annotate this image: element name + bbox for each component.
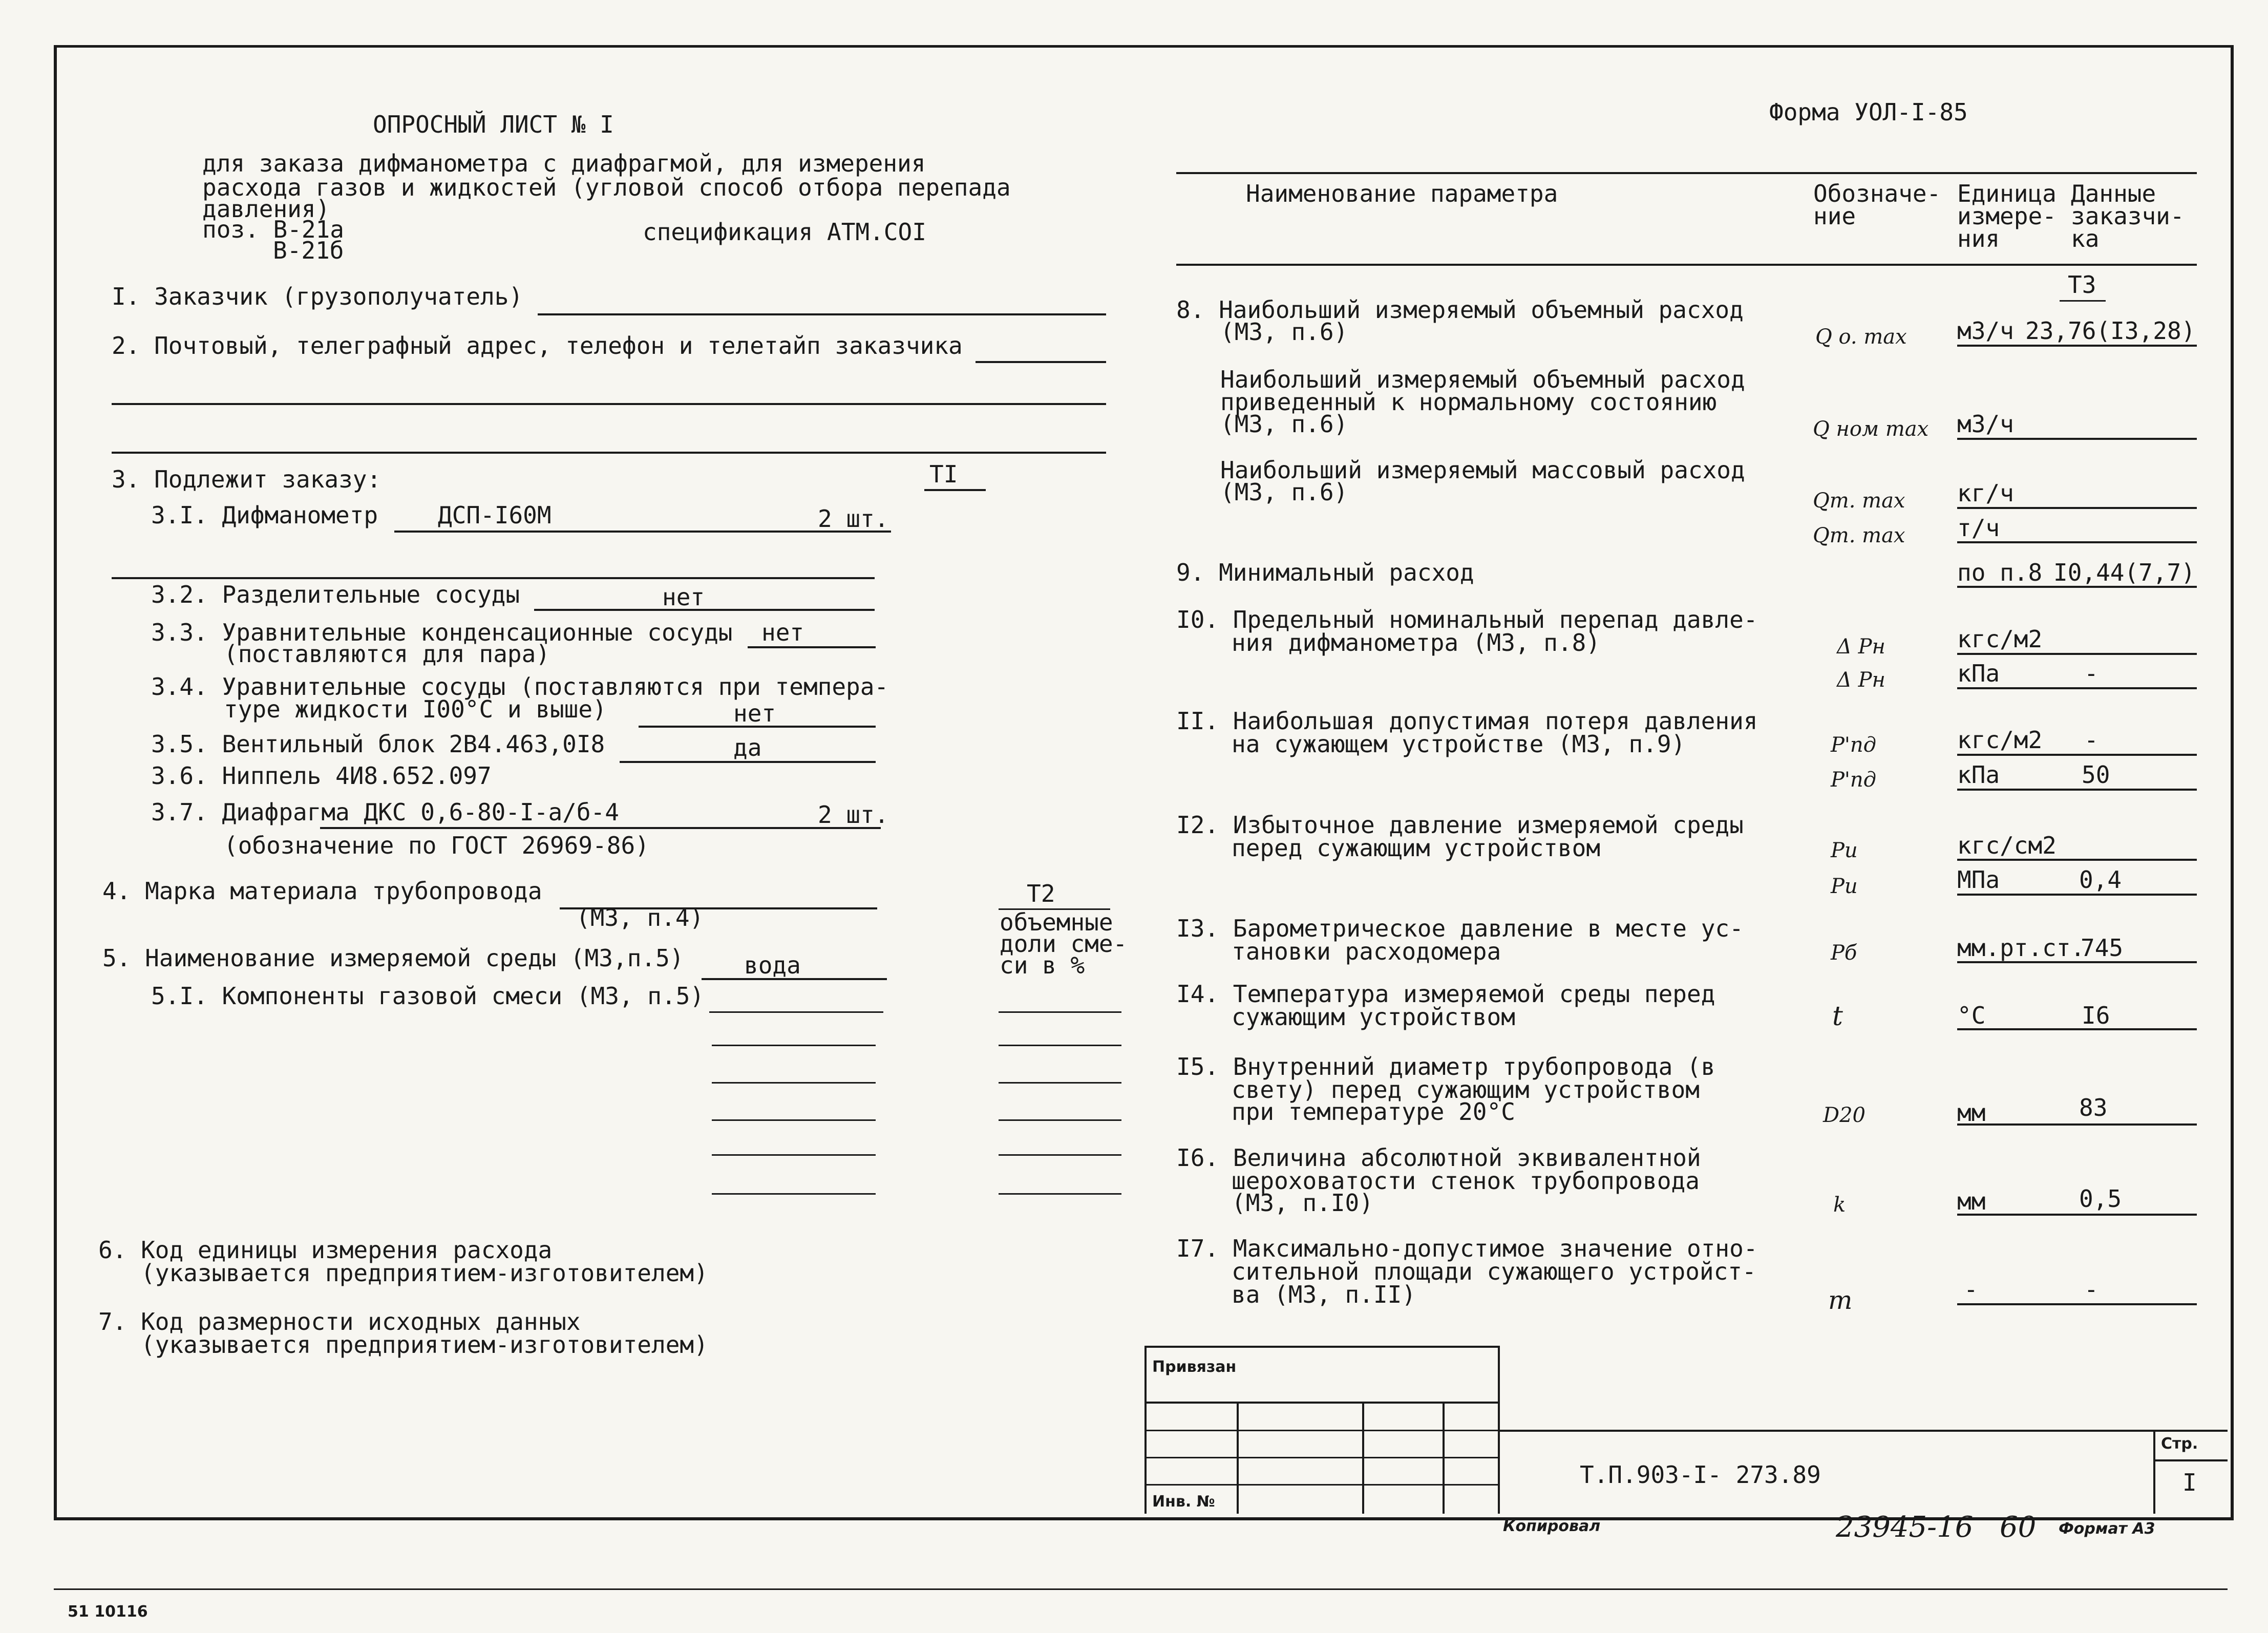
row-12-unit-1: кгс/см2 <box>1957 832 2057 859</box>
customer-field-line <box>538 313 1106 315</box>
position-line-1: поз. B-21a <box>202 216 344 243</box>
specification: спецификация АТМ.COI <box>643 218 926 246</box>
tag-t1: TI <box>929 460 958 488</box>
row-12-line-1: I2. Избыточное давление измеряемой среды <box>1176 811 1744 839</box>
stamp-col-line-2 <box>1362 1402 1364 1514</box>
stamp-row-line-1 <box>1144 1402 1499 1404</box>
t1-underline <box>924 489 986 491</box>
item-5-1-label: 5.I. Компоненты газовой смеси (МЗ, п.5) <box>151 982 705 1010</box>
item-3-5-value: да <box>733 734 762 761</box>
item-3-2-line <box>534 609 875 611</box>
row-14-line-1: I4. Температура измеряемой среды перед <box>1176 980 1715 1008</box>
row-8-line-2: (МЗ, п.6) <box>1220 318 1348 346</box>
row-8c-unit-2: т/ч <box>1957 514 2000 542</box>
row-15-line-3: при температуре 20°C <box>1232 1098 1515 1126</box>
row-9-value: I0,44(7,7) <box>2053 559 2195 586</box>
item-3-1-line <box>394 531 891 533</box>
table-header-bottom-line <box>1176 264 2197 266</box>
item-6-line-2: (указывается предприятием-изготовителем) <box>141 1259 708 1287</box>
page-label: Стр. <box>2161 1435 2198 1453</box>
mix-share-line-6 <box>999 1193 1121 1195</box>
row-16-line-3: (МЗ, п.I0) <box>1232 1189 1373 1217</box>
t2-note-2: доли сме- <box>1000 930 1128 958</box>
document-code: Т.П.903-I- 273.89 <box>1580 1461 1821 1489</box>
row-11-line-1 <box>1957 754 2197 756</box>
form-title: ОПРОСНЫЙ ЛИСТ № I <box>373 111 614 138</box>
stamp-col-line-3 <box>1443 1402 1445 1514</box>
mix-share-line-5 <box>999 1154 1121 1156</box>
footer-line <box>54 1588 2228 1590</box>
row-16-value: 0,5 <box>2079 1185 2122 1213</box>
row-15-line <box>1957 1123 2197 1126</box>
item-3-3-line <box>748 646 876 648</box>
item-3-7-note: (обозначение по ГОСТ 26969-86) <box>224 832 649 859</box>
page-box-divider <box>2153 1459 2228 1461</box>
row-13-unit: мм.рт.ст. <box>1957 934 2085 962</box>
item-3-6: 3.6. Ниппель 4И8.652.097 <box>151 762 492 790</box>
item-3-3-note: (поставляются для пара) <box>224 640 550 668</box>
column-header-unit-2: измере- <box>1957 202 2057 230</box>
row-10-line-1 <box>1957 653 2197 655</box>
row-15-unit: мм <box>1957 1099 1986 1127</box>
row-9-line <box>1957 586 2197 588</box>
row-13-line <box>1957 961 2197 963</box>
row-13-line-1: I3. Барометрическое давление в месте ус- <box>1176 915 1744 942</box>
item-3-2-label: 3.2. Разделительные сосуды <box>151 581 520 608</box>
sheet-number: 60 <box>2000 1511 2037 1544</box>
kopiroval-label: Копировал <box>1503 1517 1601 1535</box>
item-3-3-label: 3.3. Уравнительные конденсационные сосуды <box>151 619 733 646</box>
row-8b-unit: м3/ч <box>1957 410 2014 438</box>
row-8c-line-1 <box>1957 507 2197 509</box>
item-3-order: 3. Подлежит заказу: <box>112 465 381 493</box>
mix-share-line-2 <box>999 1045 1121 1046</box>
subtitle-line-1: для заказа дифманометра с диафрагмой, для измерения <box>202 150 926 177</box>
row-17-unit: - <box>1964 1276 1978 1303</box>
item-3-3-value: нет <box>761 619 804 646</box>
handwritten-number: 23945-16 <box>1836 1511 1974 1544</box>
mix-line-2 <box>712 1045 876 1046</box>
mix-line-4 <box>712 1119 876 1121</box>
column-header-data-1: Данные <box>2071 180 2156 207</box>
item-3-4-line <box>639 726 876 728</box>
row-15-line-2: свету) перед сужающим устройством <box>1232 1076 1700 1104</box>
row-8b-line <box>1957 438 2197 440</box>
item-3-5-line <box>620 761 876 763</box>
row-15-symbol: D20 <box>1823 1104 1866 1127</box>
t2-note-1: объемные <box>1000 908 1113 936</box>
item-3-4-value: нет <box>733 699 776 727</box>
item-6-line-1: 6. Код единицы измерения расхода <box>98 1236 553 1264</box>
item-3-1-extra-line <box>112 577 875 579</box>
stamp-row-line-3 <box>1144 1457 1499 1458</box>
row-16-line <box>1957 1214 2197 1216</box>
row-14-unit: °C <box>1957 1002 1986 1029</box>
mix-line-5 <box>712 1154 876 1156</box>
stamp-top-border <box>1144 1346 1499 1348</box>
row-10-symbol-2: Δ Pн <box>1837 668 1885 692</box>
row-11-line-2 <box>1957 789 2197 791</box>
row-8c-symbol-2: Qm. max <box>1813 524 1905 547</box>
column-header-unit-3: ния <box>1957 225 2000 252</box>
table-top-line <box>1176 172 2197 174</box>
row-17-line-2: сительной площади сужающего устройст- <box>1232 1258 1756 1285</box>
column-header-unit-1: Единица <box>1957 180 2057 207</box>
tag-t2: T2 <box>1027 880 1055 907</box>
row-9-unit: по п.8 <box>1957 559 2043 586</box>
row-11-value-1: - <box>2084 726 2099 754</box>
footer-code: 51 10116 <box>68 1603 148 1621</box>
row-11-unit-1: кгс/м2 <box>1957 726 2043 754</box>
page-number: I <box>2182 1469 2197 1496</box>
row-15-line-1: I5. Внутренний диаметр трубопровода (в <box>1176 1053 1715 1080</box>
row-17-line <box>1957 1303 2197 1305</box>
form-code: Форма УОЛ-I-85 <box>1769 98 1968 126</box>
item-3-7-qty: 2 шт. <box>818 801 889 829</box>
row-11-unit-2: кПа <box>1957 761 2000 789</box>
row-8-line-1: 8. Наибольший измеряемый объемный расход <box>1176 296 1744 324</box>
row-12-symbol-1: Pи <box>1831 839 1858 862</box>
row-10-unit-2: кПа <box>1957 660 2000 687</box>
item-7-line-1: 7. Код размерности исходных данных <box>98 1308 581 1335</box>
stamp-inv-number: Инв. № <box>1152 1493 1215 1511</box>
column-header-data-3: ка <box>2071 225 2100 252</box>
row-11-line-2: на сужающем устройстве (МЗ, п.9) <box>1232 730 1686 758</box>
row-10-line-1: I0. Предельный номинальный перепад давле- <box>1176 606 1758 633</box>
row-8b-line-1: Наибольший измеряемый объемный расход <box>1220 366 1745 393</box>
row-8b-line-2: приведенный к нормальному состоянию <box>1220 388 1717 416</box>
row-14-line <box>1957 1028 2197 1030</box>
address-field-line-1 <box>976 361 1106 363</box>
column-header-data-2: заказчи- <box>2071 202 2185 230</box>
row-12-unit-2: МПа <box>1957 866 2000 894</box>
item-3-5-label: 3.5. Вентильный блок 2В4.463,0I8 <box>151 730 605 758</box>
t3-underline <box>2060 300 2106 302</box>
item-4-note: (МЗ, п.4) <box>576 904 704 931</box>
row-10-unit-1: кгс/м2 <box>1957 625 2043 653</box>
row-11-symbol-2: P'пд <box>1831 768 1877 792</box>
address-field-line-2 <box>112 403 1106 405</box>
row-8b-line-3: (МЗ, п.6) <box>1220 410 1348 438</box>
item-3-4-line-2: туре жидкости I00°C и выше) <box>224 695 607 723</box>
item-3-1-label: 3.I. Дифманометр <box>151 501 378 529</box>
t2-note-3: си в % <box>1000 951 1085 979</box>
item-3-1-qty: 2 шт. <box>818 505 889 533</box>
item-4-label: 4. Марка материала трубопровода <box>102 877 542 905</box>
row-14-line-2: сужающим устройством <box>1232 1003 1515 1031</box>
row-11-symbol-1: P'пд <box>1831 733 1877 757</box>
row-15-value: 83 <box>2079 1094 2108 1121</box>
row-17-line-1: I7. Максимально-допустимое значение отно- <box>1176 1235 1758 1262</box>
page-box-border <box>2153 1430 2155 1514</box>
row-10-symbol-1: Δ Pн <box>1837 635 1885 659</box>
column-header-symbol-1: Обозначе- <box>1813 180 1941 207</box>
mix-share-line-4 <box>999 1119 1121 1121</box>
mix-line-1 <box>709 1011 883 1013</box>
row-11-value-2: 50 <box>2082 761 2110 789</box>
stamp-privyazan: Привязан <box>1152 1358 1237 1376</box>
item-2-address: 2. Почтовый, телеграфный адрес, телефон и телетайп заказчика <box>112 332 963 359</box>
row-8-symbol: Q o. max <box>1815 325 1907 349</box>
row-12-value-2: 0,4 <box>2079 866 2122 894</box>
row-12-symbol-2: Pи <box>1831 875 1858 898</box>
mix-line-6 <box>712 1193 876 1195</box>
item-3-1-value: ДСП-I60M <box>438 501 552 529</box>
format-label: Формат А3 <box>2059 1520 2155 1538</box>
item-3-7-line <box>320 827 881 829</box>
row-10-line-2 <box>1957 687 2197 689</box>
row-8b-symbol: Q ном max <box>1813 417 1929 441</box>
row-17-line-3: ва (МЗ, п.II) <box>1232 1281 1416 1308</box>
item-3-7-label: 3.7. Диафрагма ДКС 0,6-80-I-а/б-4 <box>151 798 619 826</box>
item-1-customer: I. Заказчик (грузополучатель) <box>112 283 523 310</box>
item-7-line-2: (указывается предприятием-изготовителем) <box>141 1331 708 1359</box>
row-16-line-2: шероховатости стенок трубопровода <box>1232 1167 1700 1195</box>
row-8c-line-1: Наибольший измеряемый массовый расход <box>1220 456 1745 484</box>
row-9-label: 9. Минимальный расход <box>1176 559 1474 586</box>
column-header-symbol-2: ние <box>1813 202 1856 230</box>
row-16-line-1: I6. Величина абсолютной эквивалентной <box>1176 1144 1701 1172</box>
row-17-value: - <box>2084 1276 2099 1303</box>
row-11-line-1: II. Наибольшая допустимая потеря давления <box>1176 707 1758 735</box>
row-8c-line-2 <box>1957 541 2197 543</box>
mix-share-line-1 <box>999 1011 1121 1013</box>
row-16-symbol: k <box>1833 1193 1846 1217</box>
row-8c-unit-1: кг/ч <box>1957 479 2014 507</box>
title-block-top-line <box>1498 1430 2228 1432</box>
row-16-unit: мм <box>1957 1187 1986 1215</box>
row-17-symbol: m <box>1828 1285 1853 1315</box>
row-8c-symbol-1: Qm. max <box>1813 489 1905 513</box>
row-8-value: 23,76(I3,28) <box>2025 317 2196 345</box>
stamp-row-line-4 <box>1144 1484 1499 1486</box>
row-14-symbol: t <box>1832 1001 1843 1032</box>
row-13-line-2: тановки расходомера <box>1232 938 1501 965</box>
row-10-value-2: - <box>2084 660 2099 687</box>
column-header-parameter: Наименование параметра <box>1246 180 1558 207</box>
tag-t3: T3 <box>2068 271 2096 299</box>
item-5-value: вода <box>744 951 801 979</box>
mix-line-3 <box>712 1082 876 1084</box>
subtitle-line-2: расхода газов и жидкостей (угловой способ отбора перепада <box>202 174 1011 201</box>
position-line-2: B-21б <box>273 237 344 264</box>
row-12-line-2 <box>1957 894 2197 896</box>
row-8-unit: м3/ч <box>1957 317 2014 345</box>
row-10-line-2: ния дифманометра (МЗ, п.8) <box>1232 629 1601 656</box>
row-13-symbol: Pб <box>1831 941 1857 965</box>
row-8-line <box>1957 345 2197 347</box>
stamp-row-line-2 <box>1144 1430 1499 1431</box>
item-3-4-line-1: 3.4. Уравнительные сосуды (поставляются при темпера- <box>151 673 889 701</box>
row-13-value: 745 <box>2081 934 2124 962</box>
row-8c-line-2: (МЗ, п.6) <box>1220 478 1348 506</box>
item-5-line <box>702 978 887 980</box>
item-3-2-value: нет <box>662 583 705 611</box>
subtitle-line-3: давления) <box>202 195 330 223</box>
mix-share-line-3 <box>999 1082 1121 1084</box>
row-14-value: I6 <box>2082 1002 2110 1029</box>
row-12-line-1 <box>1957 859 2197 861</box>
stamp-col-line-1 <box>1237 1402 1239 1514</box>
address-field-line-3 <box>112 452 1106 454</box>
item-5-label: 5. Наименование измеряемой среды (МЗ,п.5) <box>102 944 684 972</box>
row-12-line-2: перед сужающим устройством <box>1232 834 1601 862</box>
